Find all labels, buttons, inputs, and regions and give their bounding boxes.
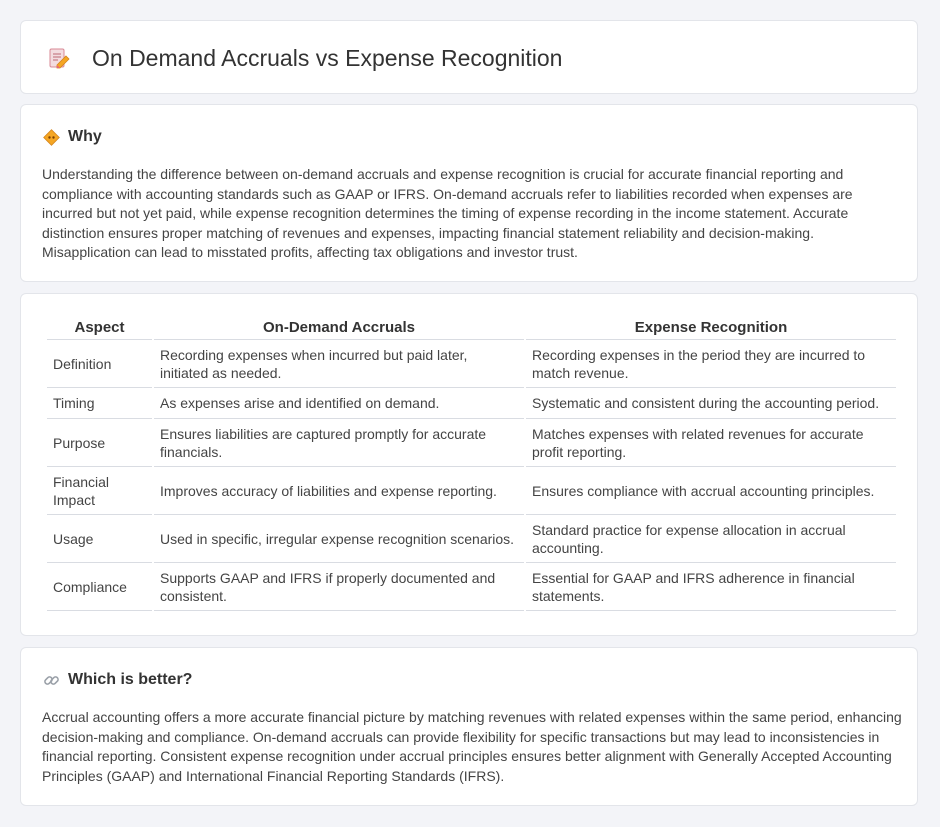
accruals-cell: Improves accuracy of liabilities and expense reporting. [154, 467, 524, 515]
table-row [47, 515, 896, 563]
accruals-cell: Supports GAAP and IFRS if properly documented and consistent. [154, 563, 524, 611]
table-row [47, 467, 896, 515]
why-header [43, 127, 102, 147]
which-is-better-section [20, 647, 918, 806]
table-row [47, 388, 896, 419]
table-row [47, 563, 896, 611]
header-on-demand-accruals: On-Demand Accruals [154, 316, 524, 340]
recognition-cell: Systematic and consistent during the accounting period. [526, 388, 896, 419]
aspect-cell: Purpose [47, 419, 152, 467]
accruals-cell: As expenses arise and identified on demand. [154, 388, 524, 419]
recognition-cell: Standard practice for expense allocation in accrual accounting. [526, 515, 896, 563]
table-row [47, 340, 896, 388]
why-heading: Why [68, 128, 102, 145]
comparison-table [45, 316, 898, 611]
table-header-row [47, 316, 896, 340]
header-aspect: Aspect [47, 316, 152, 340]
aspect-cell: Definition [47, 340, 152, 388]
aspect-cell: Timing [47, 388, 152, 419]
page-title: On Demand Accruals vs Expense Recognition [92, 45, 563, 71]
why-section [20, 104, 918, 282]
accruals-cell: Recording expenses when incurred but paid later, initiated as needed. [154, 340, 524, 388]
table-row [47, 419, 896, 467]
link-icon [43, 672, 60, 689]
aspect-cell: Compliance [47, 563, 152, 611]
accruals-cell: Ensures liabilities are captured promptly for accurate financials. [154, 419, 524, 467]
better-text: Accrual accounting offers a more accurate financial picture by matching revenues with related expenses within the same period, enhancing decision-making and compliance. On-demand accruals can provide flexibility for specific transactions but may lead to inconsistencies in financial reporting. Consistent expense recognition under accrual principles ensures better alignment with Generally Accepted Accounting Principles (GAAP) and International Financial Reporting Standards (IFRS). [42, 709, 902, 784]
aspect-cell: Financial Impact [47, 467, 152, 515]
comparison-section [20, 293, 918, 636]
better-heading: Which is better? [68, 671, 193, 688]
diamond-sign-icon [43, 129, 60, 146]
aspect-cell: Usage [47, 515, 152, 563]
accruals-cell: Used in specific, irregular expense recognition scenarios. [154, 515, 524, 563]
recognition-cell: Ensures compliance with accrual accounting principles. [526, 467, 896, 515]
better-header [43, 670, 192, 690]
recognition-cell: Recording expenses in the period they are incurred to match revenue. [526, 340, 896, 388]
title-card [20, 20, 918, 94]
header-expense-recognition: Expense Recognition [526, 316, 896, 340]
recognition-cell: Essential for GAAP and IFRS adherence in financial statements. [526, 563, 896, 611]
document-pencil-icon [47, 47, 71, 71]
why-text: Understanding the difference between on-demand accruals and expense recognition is crucial for accurate financial reporting and compliance with accounting standards such as GAAP or IFRS. On-demand accruals refer to liabilities recorded when expenses are incurred but not yet paid, while expense recognition determines the timing of expense recording in the income statement. Accurate distinction ensures proper matching of revenues and expenses, impacting financial statement reliability and decision-making. Misapplication can lead to misstated profits, affecting tax obligations and investor trust. [42, 166, 853, 261]
recognition-cell: Matches expenses with related revenues for accurate profit reporting. [526, 419, 896, 467]
